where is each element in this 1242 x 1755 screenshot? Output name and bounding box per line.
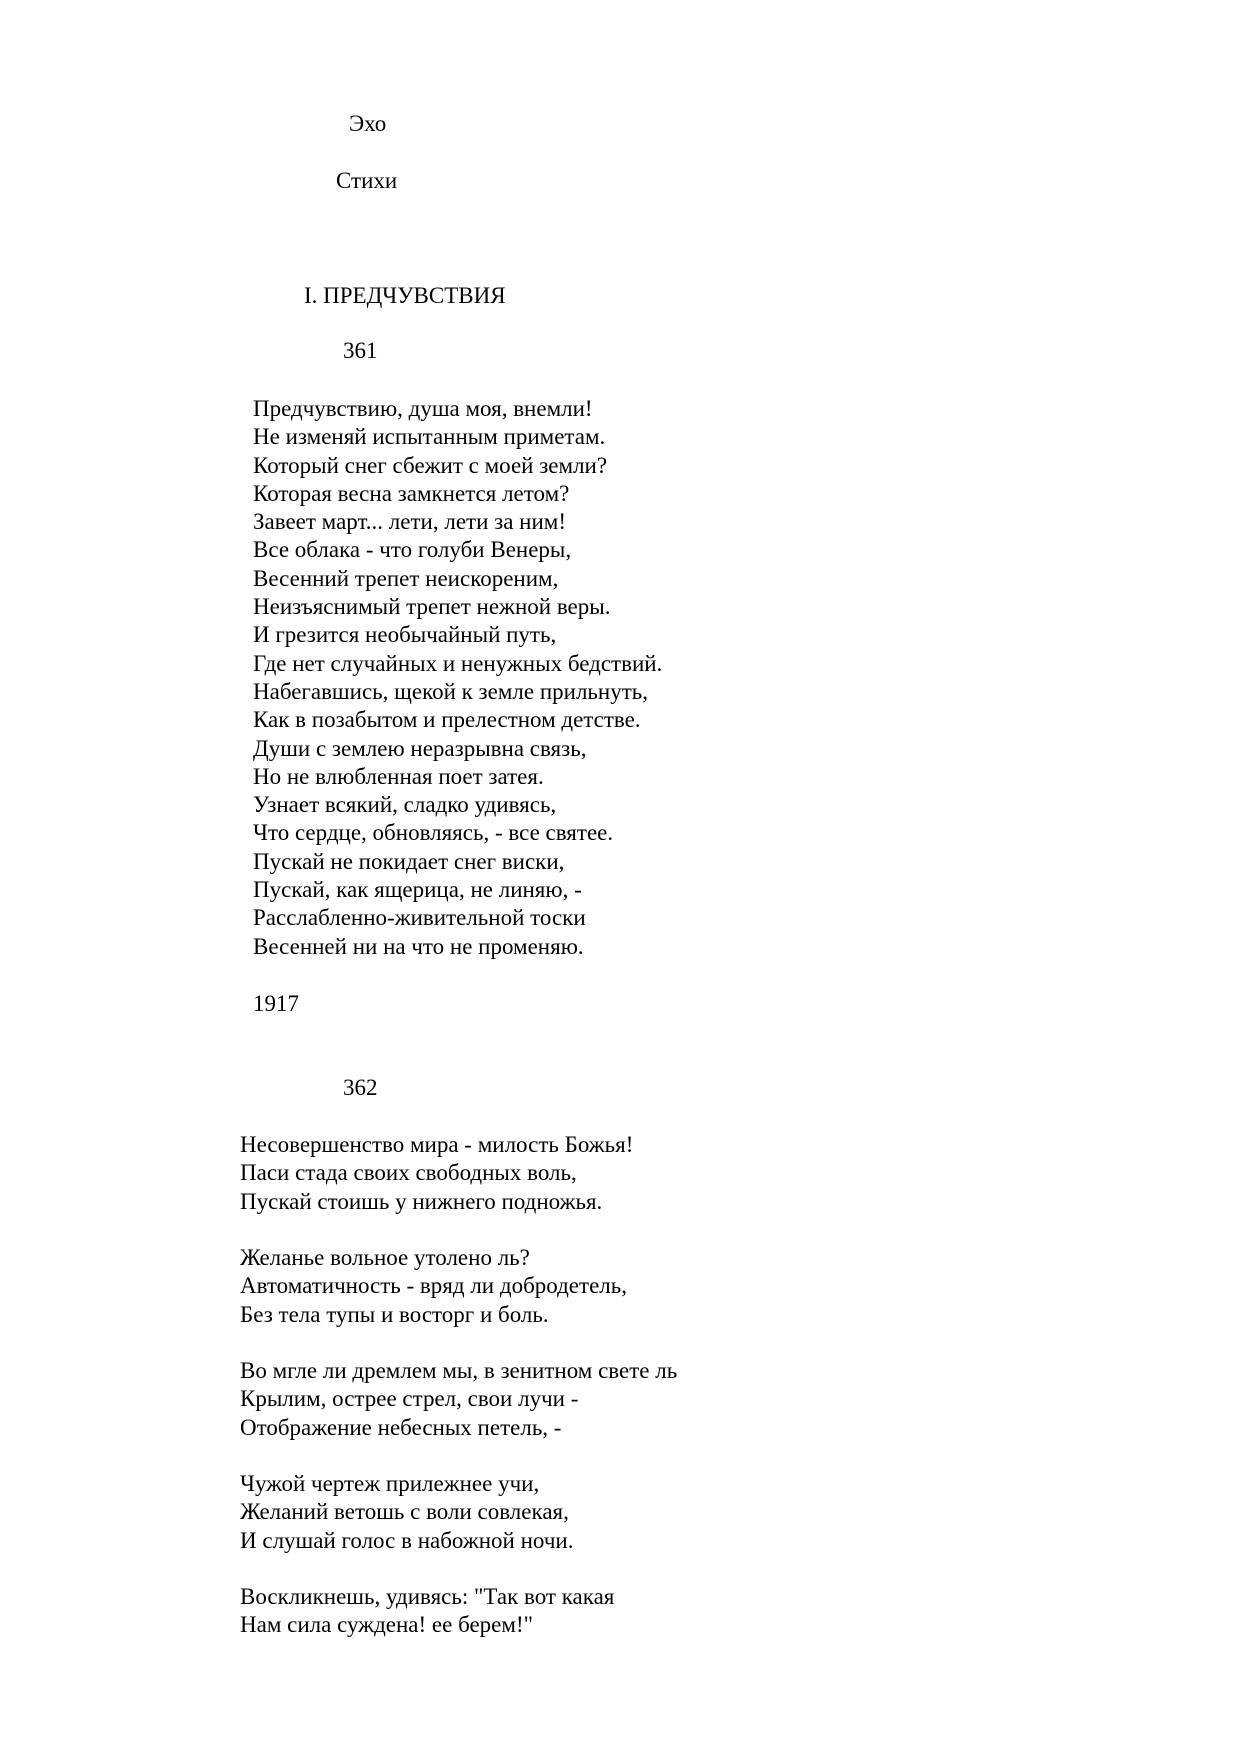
verse-line: Автоматичность - вряд ли добродетель, xyxy=(240,1273,627,1299)
poem-year: 1917 xyxy=(253,991,299,1016)
verse-line: Во мгле ли дремлем мы, в зенитном свете ль xyxy=(240,1358,678,1383)
verse-line: Воскликнешь, удивясь: "Так вот какая xyxy=(240,1584,615,1609)
poem-362-stanza-3 xyxy=(240,1357,677,1442)
verse-line: Пускай не покидает снег виски, xyxy=(253,848,565,874)
verse-line: Предчувствию, душа моя, внемли! xyxy=(253,396,593,421)
verse-line: Отображение небесных петель, - xyxy=(240,1414,562,1440)
poem-362-stanza-5 xyxy=(240,1583,614,1640)
verse-line: И слушай голос в набожной ночи. xyxy=(240,1527,574,1553)
verse-line: Которая весна замкнется летом? xyxy=(253,480,570,506)
verse-line: Набегавшись, щекой к земле прильнуть, xyxy=(253,678,649,704)
poem-362-stanza-4 xyxy=(240,1470,573,1555)
verse-line: Что сердце, обновляясь, - все святее. xyxy=(253,820,614,846)
verse-line: Расслабленно-живительной тоски xyxy=(253,905,586,931)
poem-361-body xyxy=(253,395,662,961)
verse-line: Пускай стоишь у нижнего подножья. xyxy=(240,1188,603,1214)
verse-line: Весенний трепет неискореним, xyxy=(253,565,559,591)
poem-number: 362 xyxy=(343,1075,378,1100)
poem-362-stanza-1 xyxy=(240,1131,633,1216)
verse-line: Желаний ветошь с воли совлекая, xyxy=(240,1499,569,1525)
verse-line: Нам сила суждена! ее берем!" xyxy=(240,1612,533,1638)
section-heading: I. ПРЕДЧУВСТВИЯ xyxy=(304,283,506,308)
verse-line: Пускай, как ящерица, не линяю, - xyxy=(253,877,582,903)
verse-line: Неизъяснимый трепет нежной веры. xyxy=(253,594,611,620)
verse-line: Крылим, острее стрел, свои лучи - xyxy=(240,1386,579,1412)
verse-line: Несовершенство мира - милость Божья! xyxy=(240,1132,634,1157)
verse-line: И грезится необычайный путь, xyxy=(253,622,557,648)
verse-line: Который снег сбежит с моей земли? xyxy=(253,452,608,478)
verse-line: Узнает всякий, сладко удивясь, xyxy=(253,792,557,818)
verse-line: Но не влюбленная поет затея. xyxy=(253,763,544,789)
poem-number: 361 xyxy=(343,338,378,363)
poem-362-stanza-2 xyxy=(240,1244,627,1329)
verse-line: Чужой чертеж прилежнее учи, xyxy=(240,1471,540,1496)
verse-line: Желанье вольное утолено ль? xyxy=(240,1245,530,1270)
verse-line: Завеет март... лети, лети за ним! xyxy=(253,509,567,535)
verse-line: Весенней ни на что не променяю. xyxy=(253,933,584,959)
verse-line: Все облака - что голуби Венеры, xyxy=(253,537,572,563)
book-subtitle: Стихи xyxy=(336,168,398,193)
verse-line: Души с землею неразрывна связь, xyxy=(253,735,587,761)
verse-line: Где нет случайных и ненужных бедствий. xyxy=(253,650,663,676)
verse-line: Паси стада своих свободных воль, xyxy=(240,1160,577,1186)
verse-line: Как в позабытом и прелестном детстве. xyxy=(253,707,641,733)
verse-line: Без тела тупы и восторг и боль. xyxy=(240,1301,549,1327)
book-title: Эхо xyxy=(349,111,387,136)
verse-line: Не изменяй испытанным приметам. xyxy=(253,424,606,450)
